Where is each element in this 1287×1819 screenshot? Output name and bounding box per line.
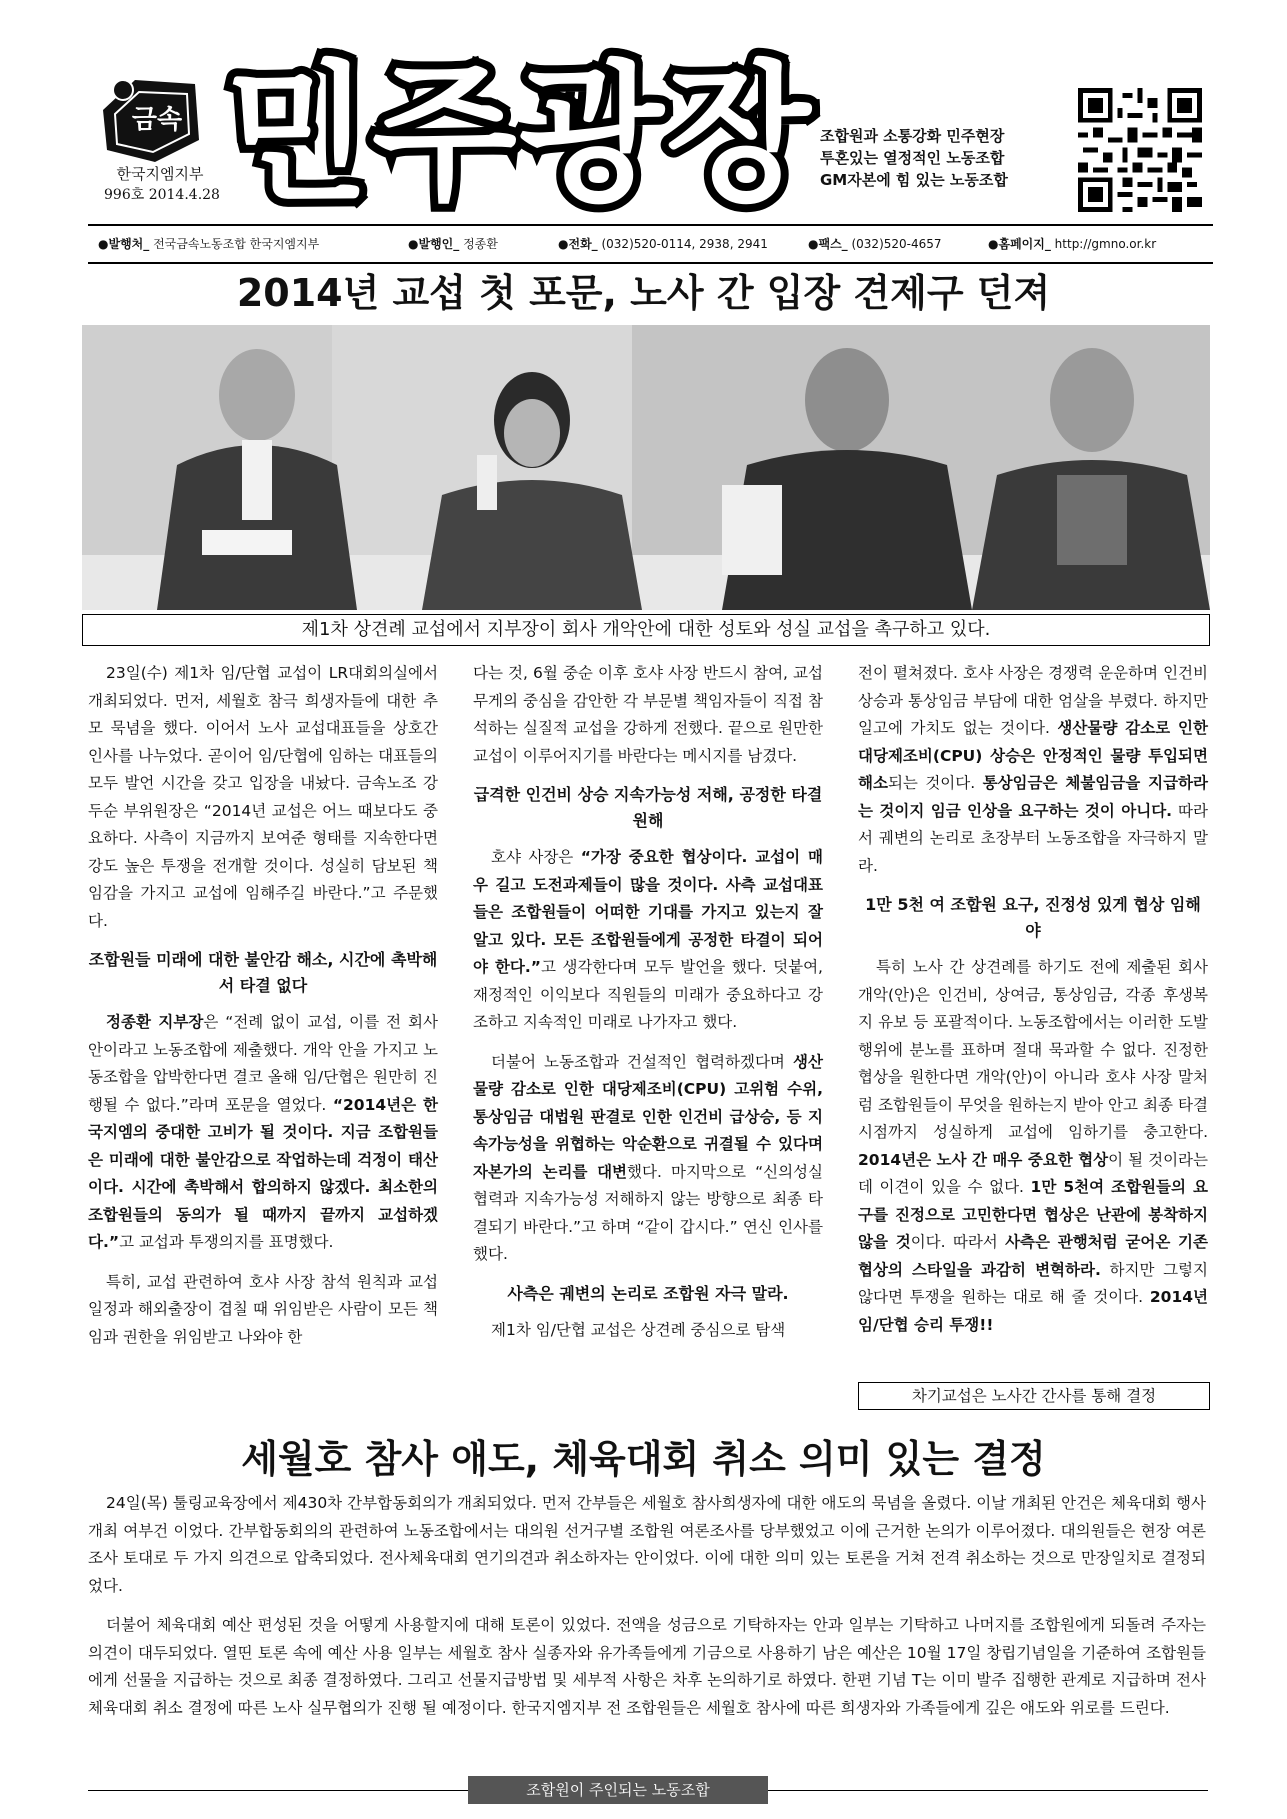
- publication-info-bar: [88, 224, 1213, 264]
- text: 호샤 사장은: [491, 848, 581, 866]
- text: 특히 노사 간 상견례를 하기도 전에 제출된 회사 개악(안)은 인건비, 상여금, 통상임금, 각종 후생복지 유보 등 포괄적이다. 노동조합에서는 이러한 도발 행위에 분노를 표하며 절대 묵과할 수 없다. 진정한 협상을 원한다면 개악(안)이 아니라 호샤 사장 말처럼 조합원들이 무엇을 원하는지 받아 안고 최종 타결 시점까지 성실하게 교섭에 임하기를 충고한다.: [858, 958, 1208, 1141]
- article1-column-3: [858, 660, 1208, 1351]
- qr-code-icon[interactable]: [1078, 88, 1202, 212]
- slogan-line: 조합원과 소통강화 민주현장: [820, 127, 1005, 145]
- paragraph: [88, 1009, 438, 1257]
- fax-label: ●팩스_: [808, 237, 848, 251]
- publisher-value: 전국금속노동조합 한국지엠지부: [153, 237, 320, 251]
- slogan-line: GM자본에 힘 있는 노동조합: [820, 171, 1008, 189]
- footer-slogan: 조합원이 주인되는 노동조합: [468, 1776, 768, 1804]
- negotiation-photo: [82, 325, 1210, 610]
- bold-text: 2014년은 노사 간 매우 중요한 협상: [858, 1150, 1109, 1169]
- homepage-label: ●홈페이지_: [988, 237, 1051, 251]
- text: 했다. 마지막으로 “신의성실 협력과 지속가능성 저해하지 않는 방향으로 최종 타결되기 바란다.”고 하며 “같이 갑시다.” 연신 인사를 했다.: [473, 1162, 823, 1263]
- org-name: 한국지엠지부: [116, 165, 204, 183]
- bold-text: 1만 5천여 조합원들의 요구를 진정으로 고민한다면 협상은 난관에 봉착하지 않을 것: [858, 1178, 1208, 1251]
- homepage-link[interactable]: http://gmno.or.kr: [1054, 237, 1157, 251]
- text: 은 “전례 없이 교섭, 이를 전 회사 안이라고 노동조합에 제출했다. 개악 안을 가지고 노동조합을 압박한다면 결코 올해 임/단협은 원만히 진행될 수 없다.”라며 포문을 열었다.: [88, 1013, 438, 1114]
- newsletter-title: 민주광장: [225, 48, 813, 222]
- bold-text: 2014년 임/단협 승리 투쟁!!: [858, 1288, 1208, 1334]
- union-logo-icon: [95, 70, 205, 165]
- bold-text: 통상임금은 체불임금을 지급하라는 것이지 임금 인상을 요구하는 것이 아니다.: [858, 774, 1208, 820]
- bold-text: “가장 중요한 협상이다. 교섭이 매우 길고 도전과제들이 많을 것이다. 사측 교섭대표들은 조합원들이 어떠한 기대를 가지고 있는지 잘 알고 있다. 모든 조합원들에게 공정한 타결이 되어야 한다.”: [473, 848, 823, 976]
- fax-info: [808, 235, 942, 252]
- text: 전이 펼쳐졌다. 호샤 사장은 경쟁력 운운하며 인건비 상승과 통상임금 부담에 대한 엄살을 부렸다. 하지만 일고에 가치도 없는 것이다.: [858, 664, 1208, 737]
- subheading: 사측은 궤변의 논리로 조합원 자극 말라.: [507, 1283, 789, 1303]
- slogans: [820, 125, 1008, 191]
- bold-text: 생산물량 감소로 인한 대당제조비(CPU) 고위험 수위, 통상임금 대법원 판결로 인한 인건비 급상승, 등 지속가능성을 위협하는 악순환으로 귀결될 수 있다며 자본가의 논리를 대변: [473, 1052, 823, 1181]
- fax-value: (032)520-4657: [851, 237, 942, 251]
- bold-text: 생산물량 감소로 인한 대당제조비(CPU) 상승은 안정적인 물량 투입되면 해소: [858, 719, 1208, 792]
- publisher-label: ●발행처_: [98, 237, 150, 251]
- issuer-label: ●발행인_: [408, 237, 460, 251]
- phone-info: [558, 235, 768, 252]
- paragraph: 다는 것, 6월 중순 이후 호샤 사장 반드시 참여, 교섭 무게의 중심을 감안한 각 부문별 책임자들이 직접 참석하는 실질적 교섭을 강하게 전했다. 끝으로 원만한 교섭이 이루어지기를 바란다는 메시지를 남겼다.: [473, 664, 823, 765]
- article1-column-2: [473, 660, 823, 1356]
- issuer-info: [408, 235, 498, 252]
- text: 하지만 그렇지 않다면 투쟁을 원하는 대로 해 줄 것이다.: [858, 1260, 1208, 1306]
- paragraph: 특히, 교섭 관련하여 호샤 사장 참석 원칙과 교섭일정과 해외출장이 겹칠 때 위임받은 사람이 모든 책임과 권한을 위임받고 나와야 한: [88, 1272, 438, 1346]
- text: 이다. 따라서: [910, 1233, 1006, 1251]
- paragraph: 23일(수) 제1차 임/단협 교섭이 LR대회의실에서 개최되었다. 먼저, 세월호 참극 희생자들에 대한 추모 묵념을 했다. 이어서 노사 교섭대표들을 상호간 인사를 나누었다. 곧이어 임/단협에 임하는 대표들의 모두 발언 시간을 갖고 입장을 내놨다. 금속노조 강두순 부위원장은 “2014년 교섭은 어느 때보다도 중요하다. 사측이 지금까지 보여준 형태를 지속한다면 강도 높은 투쟁을 전개할 것이다. 성실히 담보된 책임감을 가지고 교섭에 임해주길 바란다.”고 주문했다.: [88, 664, 438, 930]
- paragraph: [858, 660, 1208, 880]
- issue-number: 996호 2014.4.28: [104, 187, 220, 203]
- article2-body: [88, 1490, 1206, 1734]
- paragraph: 더불어 체육대회 예산 편성된 것을 어떻게 사용할지에 대해 토론이 있었다. 전액을 성금으로 기탁하자는 안과 일부는 기탁하고 나머지를 조합원에게 되돌려 주자는 의견이 대두되었다. 열띤 토론 속에 예산 사용 일부는 세월호 참사 실종자와 유가족들에게 기금으로 사용하기 남은 예산은 10월 17일 창립기념일을 기준하여 조합원들에게 선물을 지급하는 것으로 최종 결정하였다. 그리고 선물지급방법 및 세부적 사항은 차후 논의하기로 하였다. 한편 기념 T는 이미 발주 집행한 관계로 지급하며 전사체육대회 취소 결정에 따른 노사 실무협의가 진행 될 예정이다. 한국지엠지부 전 조합원들은 세월호 참사에 따른 희생자와 가족들에게 깊은 애도와 위로를 드린다.: [88, 1616, 1206, 1717]
- phone-label: ●전화_: [558, 237, 598, 251]
- text: 고 생각한다며 모두 발언을 했다. 덧붙여, 재정적인 이익보다 직원들의 미래가 중요하다고 강조하고 지속적인 미래로 나가자고 했다.: [473, 958, 823, 1031]
- logo-text: 금속: [131, 105, 183, 135]
- slogan-line: 투혼있는 열정적인 노동조합: [820, 149, 1005, 167]
- text: 되는 것이다.: [887, 774, 983, 792]
- text: 이 될 것이라는데 이견이 있을 수 없다.: [858, 1150, 1208, 1196]
- article2-headline: 세월호 참사 애도, 체육대회 취소 의미 있는 결정: [241, 1437, 1046, 1481]
- paragraph: [858, 954, 1208, 1339]
- issuer-value: 정종환: [463, 237, 498, 251]
- subheading: 1만 5천 여 조합원 요구, 진정성 있게 협상 임해야: [865, 895, 1201, 940]
- paragraph: [473, 1049, 823, 1269]
- article1-column-1: [88, 660, 438, 1363]
- bold-text: 사측은 관행처럼 굳어온 기존협상의 스타일을 과감히 변혁하라.: [858, 1233, 1208, 1279]
- paragraph: 제1차 임/단협 교섭은 상견례 중심으로 탐색: [491, 1320, 786, 1339]
- text: 고 교섭과 투쟁의지를 표명했다.: [119, 1233, 334, 1251]
- paragraph: [473, 844, 823, 1037]
- photo-caption: 제1차 상견례 교섭에서 지부장이 회사 개악안에 대한 성토와 성실 교섭을 촉구하고 있다.: [82, 614, 1210, 646]
- bold-text: 정종환 지부장: [106, 1013, 204, 1031]
- subheading: 조합원들 미래에 대한 불안감 해소, 시간에 촉박해서 타결 없다: [88, 950, 438, 995]
- homepage-info: [988, 235, 1156, 252]
- phone-value: (032)520-0114, 2938, 2941: [601, 237, 768, 251]
- bold-text: “2014년은 한국지엠의 중대한 고비가 될 것이다. 지금 조합원들은 미래에 대한 불안감으로 작업하는데 걱정이 태산이다. 시간에 촉박해서 합의하지 않겠다. 최소한의 조합원들의 동의가 될 때까지 끝까지 교섭하겠다.”: [88, 1095, 438, 1251]
- paragraph: 24일(목) 툴링교육장에서 제430차 간부합동회의가 개최되었다. 먼저 간부들은 세월호 참사희생자에 대한 애도의 묵념을 올렸다. 이날 개최된 안건은 체육대회 행사 개최 여부건 이었다. 간부합동회의의 관련하여 노동조합에서는 대의원 선거구별 조합원 여론조사를 당부했었고 이에 근거한 논의가 이루어졌다. 대의원들은 현장 여론 조사 토대로 두 가지 의견으로 압축되었다. 전사체육대회 연기의견과 취소하자는 안이었다. 이에 대한 의미 있는 토론을 거쳐 전격 취소하는 것으로 만장일치로 결정되었다.: [88, 1494, 1206, 1595]
- subheading: 급격한 인건비 상승 지속가능성 저해, 공정한 타결 원해: [473, 785, 823, 830]
- text: 더불어 노동조합과 건설적인 협력하겠다며: [491, 1052, 794, 1071]
- publisher-info: [98, 235, 319, 252]
- next-negotiation-box: 차기교섭은 노사간 간사를 통해 결정: [858, 1382, 1210, 1410]
- text: 따라서 궤변의 논리로 초장부터 노동조합을 자극하지 말라.: [858, 801, 1209, 875]
- article1-headline: 2014년 교섭 첫 포문, 노사 간 입장 견제구 던져: [236, 271, 1051, 315]
